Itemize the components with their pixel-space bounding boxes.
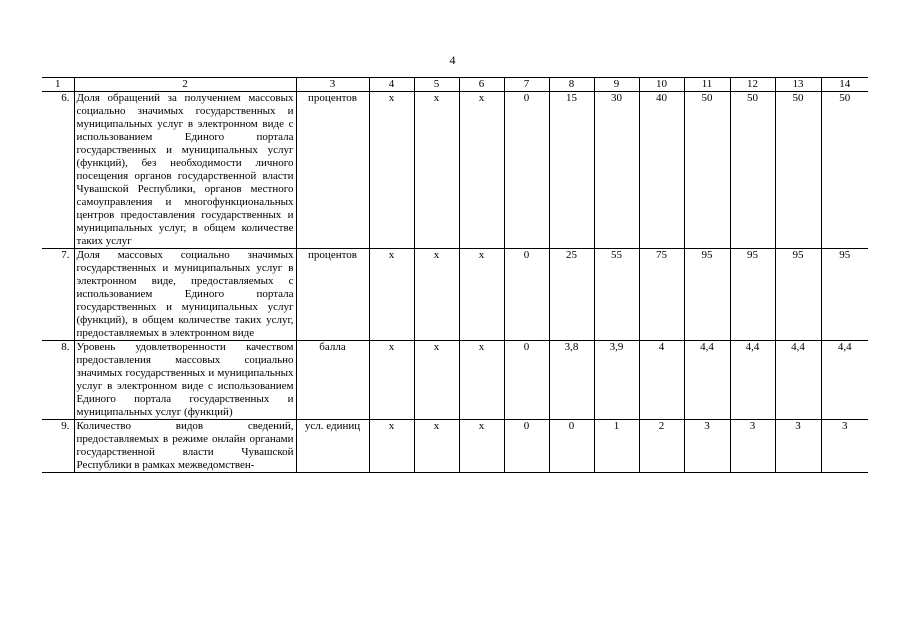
value-cell: 95: [730, 249, 775, 341]
value-cell: х: [459, 341, 504, 420]
value-cell: 50: [821, 92, 868, 249]
value-cell: 3: [821, 420, 868, 473]
column-header: 5: [414, 78, 459, 92]
table-header-row: [42, 78, 868, 92]
value-cell: 3,8: [549, 341, 594, 420]
value-cell: 0: [504, 341, 549, 420]
value-cell: 40: [639, 92, 684, 249]
indicator-description: Уровень удовлетворенности качеством предоставления массовых социально значимых государственных и муниципальных услуг в электронном виде с использованием Единого портала государственных и муниципальных услуг (функций): [74, 341, 296, 420]
column-header: 11: [684, 78, 730, 92]
value-cell: х: [414, 341, 459, 420]
column-header: 10: [639, 78, 684, 92]
value-cell: 0: [504, 249, 549, 341]
column-header: 14: [821, 78, 868, 92]
value-cell: 1: [594, 420, 639, 473]
table-row: [42, 420, 868, 473]
value-cell: 95: [775, 249, 821, 341]
indicator-description: Количество видов сведений, предоставляемых в режиме онлайн органами государственной власти Чувашской Республики в рамках межведомствен-: [74, 420, 296, 473]
value-cell: 4,4: [775, 341, 821, 420]
value-cell: х: [459, 92, 504, 249]
value-cell: х: [414, 420, 459, 473]
column-header: 12: [730, 78, 775, 92]
column-header: 1: [55, 78, 61, 90]
column-header: 3: [296, 78, 369, 92]
value-cell: х: [369, 341, 414, 420]
value-cell: 15: [549, 92, 594, 249]
value-cell: 0: [504, 92, 549, 249]
value-cell: 50: [684, 92, 730, 249]
value-cell: х: [459, 249, 504, 341]
row-number: 7.: [61, 249, 70, 261]
row-number: 6.: [61, 92, 70, 104]
row-number: 8.: [61, 341, 70, 353]
table-row: [42, 341, 868, 420]
value-cell: х: [369, 92, 414, 249]
value-cell: 75: [639, 249, 684, 341]
unit-cell: процентов: [296, 249, 369, 341]
value-cell: х: [459, 420, 504, 473]
value-cell: х: [414, 249, 459, 341]
value-cell: 50: [775, 92, 821, 249]
value-cell: 2: [639, 420, 684, 473]
value-cell: 95: [684, 249, 730, 341]
value-cell: 4,4: [821, 341, 868, 420]
table-row: [42, 92, 868, 249]
value-cell: 3: [775, 420, 821, 473]
column-header: 8: [549, 78, 594, 92]
unit-cell: процентов: [296, 92, 369, 249]
value-cell: 3: [684, 420, 730, 473]
indicators-table: [42, 77, 868, 473]
value-cell: 3,9: [594, 341, 639, 420]
indicator-description: Доля массовых социально значимых государственных и муниципальных услуг в электронном виде, предоставляемых с использованием Единого портала государственных и муниципальных услуг (функций), в общем количестве таких услуг, предоставляемых в электронном виде: [74, 249, 296, 341]
unit-cell: балла: [296, 341, 369, 420]
indicator-description: Доля обращений за получением массовых социально значимых государственных и муниципальных услуг в электронном виде с использованием Единого портала государственных и муниципальных услуг (функций), без необходимости личного посещения органов государственной власти Чувашской Республики, органов местного самоуправления и многофункциональных центров предоставления государственных и муниципальных услуг, в общем количестве таких услуг: [74, 92, 296, 249]
unit-cell: усл. единиц: [296, 420, 369, 473]
column-header: 4: [369, 78, 414, 92]
column-header: 7: [504, 78, 549, 92]
table-body: [42, 78, 868, 473]
value-cell: 95: [821, 249, 868, 341]
column-header: 6: [459, 78, 504, 92]
value-cell: х: [414, 92, 459, 249]
value-cell: 0: [549, 420, 594, 473]
column-header: 2: [74, 78, 296, 92]
column-header: 9: [594, 78, 639, 92]
value-cell: х: [369, 420, 414, 473]
value-cell: 4,4: [684, 341, 730, 420]
value-cell: 50: [730, 92, 775, 249]
row-number: 9.: [61, 420, 70, 432]
value-cell: х: [369, 249, 414, 341]
value-cell: 4,4: [730, 341, 775, 420]
table-row: [42, 249, 868, 341]
value-cell: 55: [594, 249, 639, 341]
value-cell: 25: [549, 249, 594, 341]
value-cell: 3: [730, 420, 775, 473]
page-number: 4: [449, 53, 456, 67]
column-header: 13: [775, 78, 821, 92]
value-cell: 4: [639, 341, 684, 420]
value-cell: 0: [504, 420, 549, 473]
value-cell: 30: [594, 92, 639, 249]
